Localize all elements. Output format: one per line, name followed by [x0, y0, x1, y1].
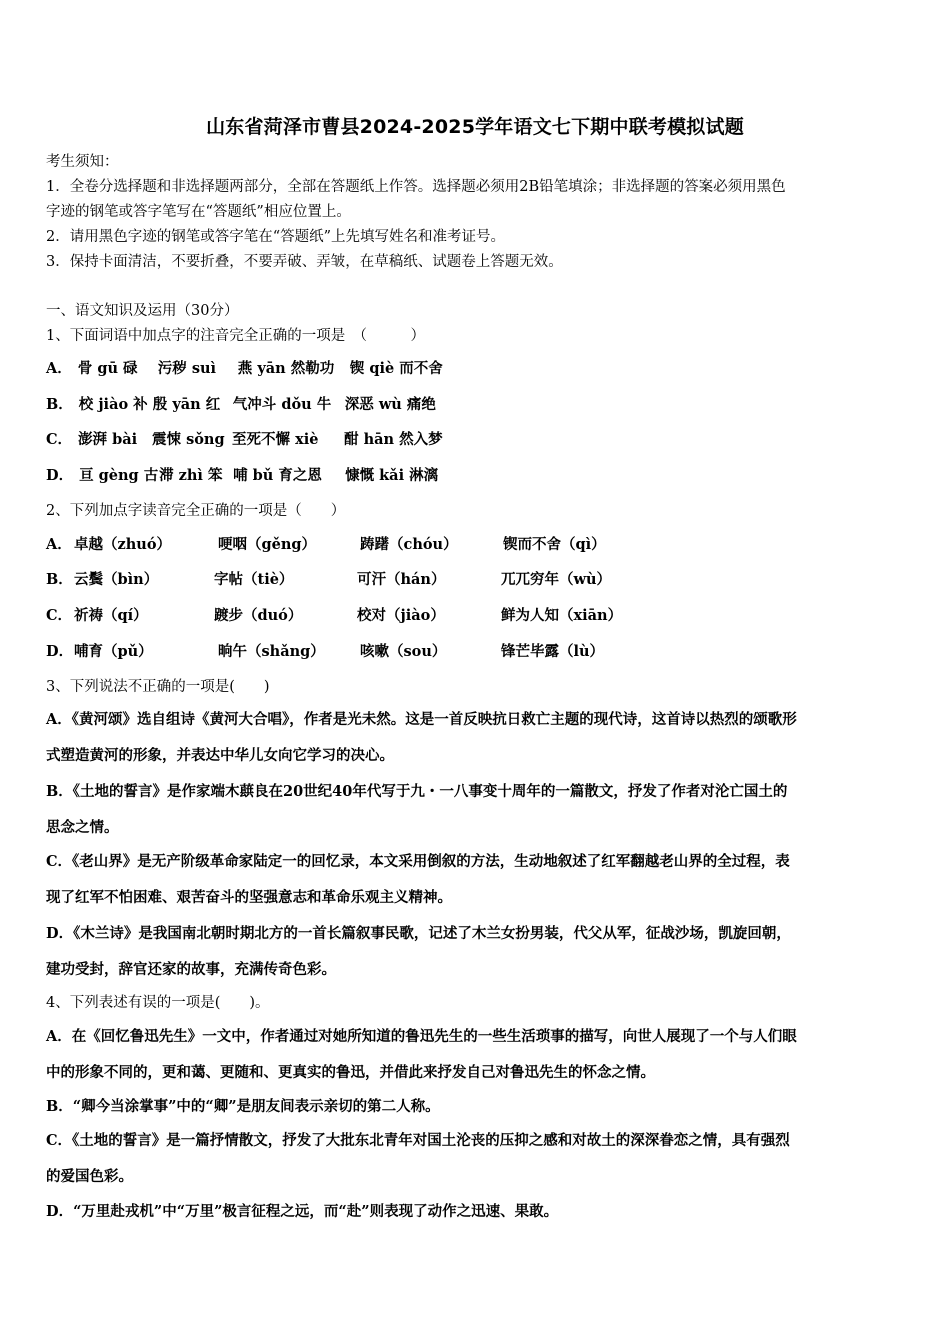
option-item: 校对（jiào） [357, 607, 445, 624]
q2-option-b [46, 570, 906, 590]
option-item: 鲜为人知（xiān） [501, 607, 623, 624]
option-item: 兀兀穷年（wù） [501, 571, 612, 588]
option-item: 哽咽（gěng） [218, 536, 317, 553]
option-label: A． [46, 536, 72, 553]
option-item: 震悚 sǒng [152, 431, 225, 448]
option-item: 校 jiào 补 [78, 396, 148, 413]
q4-option-b: B．“卿今当涂掌事”中的“卿”是朋友间表示亲切的第二人称。 [46, 1098, 440, 1115]
q1-option-b [46, 395, 436, 415]
option-label: D． [46, 643, 74, 660]
q3-stem: 3、下列说法不正确的一项是( ) [46, 679, 270, 695]
option-item: 至死不懈 xiè [232, 431, 319, 448]
option-item: 慷慨 kǎi 淋漓 [345, 467, 439, 484]
option-item: 亘 gèng 古 [79, 467, 159, 484]
option-item: 澎湃 bài [78, 431, 138, 448]
option-item: 踱步（duó） [214, 607, 303, 624]
q3-option-a-cont: 式塑造黄河的形象，并表达中华儿女向它学习的决心。 [46, 747, 394, 764]
option-item: 酣 hān 然入梦 [344, 431, 443, 448]
q4-option-c: C．《土地的誓言》是一篇抒情散文，抒发了大批东北青年对国土沦丧的压抑之感和对故土的深深眷恋之情，具有强烈 [46, 1132, 790, 1149]
option-item: 晌午（shǎng） [218, 643, 325, 660]
q1-option-c [46, 430, 443, 450]
q2-stem: 2、下列加点字读音完全正确的一项是（ ） [46, 503, 346, 519]
q3-option-a: A．《黄河颂》选自组诗《黄河大合唱》，作者是光未然。这是一首反映抗日救亡主题的现代诗，这首诗以热烈的颂歌形 [46, 711, 797, 728]
q1-option-a [46, 359, 443, 379]
q1-stem: 1、下面词语中加点字的注音完全正确的一项是 （ ） [46, 328, 425, 344]
q2-option-c [46, 606, 906, 626]
q1-option-d [46, 466, 438, 486]
option-item: 深恶 wù 痛绝 [344, 396, 436, 413]
q4-stem: 4、下列表述有误的一项是( )。 [46, 995, 270, 1011]
notice-line-1b: 字迹的钢笔或答字笔写在“答题纸”相应位置上。 [46, 204, 351, 220]
q3-option-b-cont: 思念之情。 [46, 819, 119, 836]
option-label: D． [46, 467, 74, 484]
option-item: 锲 qiè 而不舍 [349, 360, 443, 377]
q2-option-a [46, 535, 906, 555]
option-item: 骨 gū 碌 [77, 360, 138, 377]
q3-option-b: B．《土地的誓言》是作家端木蕻良在20世纪40年代写于九・一八事变十周年的一篇散文，抒发了作者对沦亡国土的 [46, 783, 788, 800]
q2-option-d [46, 642, 906, 662]
option-item: 咳嗽（sou） [360, 643, 447, 660]
option-item: 锲而不舍（qì） [503, 536, 606, 553]
option-item: 气冲斗 dǒu 牛 [232, 396, 332, 413]
notice-heading: 考生须知： [46, 154, 119, 170]
section-heading: 一、语文知识及运用（30分） [46, 303, 239, 319]
option-label: B． [46, 571, 73, 588]
option-item: 污秽 suì [157, 360, 217, 377]
notice-line-1: 1．全卷分选择题和非选择题两部分，全部在答题纸上作答。选择题必须用2B铅笔填涂；非选择题的答案必须用黑色 [46, 179, 786, 195]
q4-option-a: A．在《回忆鲁迅先生》一文中，作者通过对她所知道的鲁迅先生的一些生活琐事的描写，向世人展现了一个与人们眼 [46, 1028, 797, 1045]
option-label: A． [46, 360, 72, 377]
option-label: C． [46, 431, 73, 448]
q3-option-c-cont: 现了红军不怕困难、艰苦奋斗的坚强意志和革命乐观主义精神。 [46, 889, 452, 906]
q4-option-d: D．“万里赴戎机”中“万里”极言征程之远，而“赴”则表现了动作之迅速、果敢。 [46, 1203, 559, 1220]
q3-option-d-cont: 建功受封，辞官还家的故事，充满传奇色彩。 [46, 961, 336, 978]
option-item: 锋芒毕露（lù） [501, 643, 605, 660]
notice-line-2: 2．请用黑色字迹的钢笔或答字笔在“答题纸”上先填写姓名和准考证号。 [46, 229, 506, 245]
option-item: 可汗（hán） [357, 571, 446, 588]
option-item: 燕 yān 然勒功 [237, 360, 335, 377]
option-item: 哺 bǔ 育之恩 [233, 467, 322, 484]
option-item: 滞 zhì 笨 [159, 467, 223, 484]
q4-option-c-cont: 的爱国色彩。 [46, 1168, 133, 1185]
q4-option-a-cont: 中的形象不同的，更和蔼、更随和、更真实的鲁迅，并借此来抒发自己对鲁迅先生的怀念之情。 [46, 1064, 655, 1081]
notice-line-3: 3．保持卡面清洁，不要折叠，不要弄破、弄皱，在草稿纸、试题卷上答题无效。 [46, 254, 563, 270]
option-item: 云鬓（bìn） [74, 571, 159, 588]
option-item: 卓越（zhuó） [74, 536, 171, 553]
option-item: 哺育（pǔ） [74, 643, 153, 660]
option-label: C． [46, 607, 73, 624]
option-item: 祈祷（qí） [74, 607, 148, 624]
option-label: B． [46, 396, 73, 413]
q3-option-c: C．《老山界》是无产阶级革命家陆定一的回忆录，本文采用倒叙的方法，生动地叙述了红军翻越老山界的全过程，表 [46, 853, 790, 870]
q3-option-d: D．《木兰诗》是我国南北朝时期北方的一首长篇叙事民歌，记述了木兰女扮男装，代父从军，征战沙场，凯旋回朝， [46, 925, 791, 942]
page-title: 山东省菏泽市曹县2024-2025学年语文七下期中联考模拟试题 [206, 116, 744, 138]
option-item: 殷 yān 红 [152, 396, 221, 413]
option-item: 踌躇（chóu） [360, 536, 458, 553]
option-item: 字帖（tiè） [214, 571, 294, 588]
